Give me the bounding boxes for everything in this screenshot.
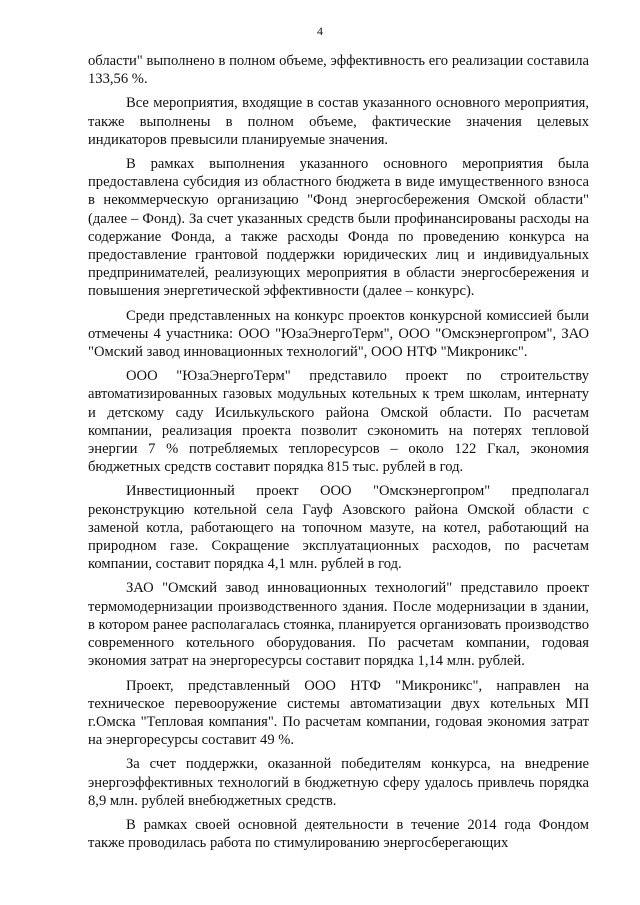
paragraph: ЗАО "Омский завод инновационных технологий" представило проект термомодернизации производственного здания. После модернизации в здании, в котором ранее располагалась стоянка, планируется организовать производство современного котельного оборудования. По расчетам компании, годовая экономия затрат на энергоресурсы составит порядка 1,14 млн. рублей.: [88, 580, 589, 670]
paragraph: области" выполнено в полном объеме, эффективность его реализации составила 133,56 %.: [88, 53, 589, 88]
paragraph: ООО "ЮзаЭнергоТерм" представило проект по строительству автоматизированных газовых модульных котельных к трем школам, интернату и детскому саду Исилькульского района Омской области. По расчетам компании, реализация проекта позволит сэкономить на потерях тепловой энергии 7 % потребляемых теплоресурсов – около 122 Гкал, экономия бюджетных средств составит порядка 815 тыс. рублей в год.: [88, 368, 589, 476]
body-text: [88, 52, 589, 858]
paragraph: Среди представленных на конкурс проектов конкурсной комиссией были отмечены 4 участника: ООО "ЮзаЭнергоТерм", ООО "Омскэнергопром", ЗАО "Омский завод инновационных технологий", ООО НТФ "Микроникс".: [88, 307, 589, 361]
paragraph: В рамках выполнения указанного основного мероприятия была предоставлена субсидия из областного бюджета в виде имущественного взноса в некоммерческую организацию "Фонд энергосбережения Омской области" (далее – Фонд). За счет указанных средств были профинансированы расходы на содержание Фонда, а также расходы Фонда по проведению конкурса на предоставление грантовой поддержки юридических лиц и индивидуальных предпринимателей, реализующих мероприятия в области энергосбережения и повышения энергетической эффективности (далее – конкурс).: [88, 156, 589, 300]
paragraph: Проект, представленный ООО НТФ "Микроникс", направлен на техническое перевооружение системы автоматизации двух котельных МП г.Омска "Тепловая компания". По расчетам компании, годовая экономия затрат на энергоресурсы составит 49 %.: [88, 677, 589, 749]
paragraph: Все мероприятия, входящие в состав указанного основного мероприятия, также выполнены в полном объеме, фактические значения целевых индикаторов превысили планируемые значения.: [88, 95, 589, 148]
page-number: 4: [317, 24, 323, 38]
paragraph: В рамках своей основной деятельности в течение 2014 года Фондом также проводилась работа по стимулированию энергосберегающих: [88, 816, 589, 852]
paragraph: За счет поддержки, оказанной победителям конкурса, на внедрение энергоэффективных технологий в бюджетную сферу удалось привлечь порядка 8,9 млн. рублей внебюджетных средств.: [88, 756, 589, 809]
paragraph: Инвестиционный проект ООО "Омскэнергопром" предполагал реконструкцию котельной села Гауф Азовского района Омской области с заменой котла, работающего на топочном мазуте, на котел, работающий на природном газе. Сокращение эксплуатационных расходов, по расчетам компании, составит порядка 4,1 млн. рублей в год.: [88, 483, 589, 573]
